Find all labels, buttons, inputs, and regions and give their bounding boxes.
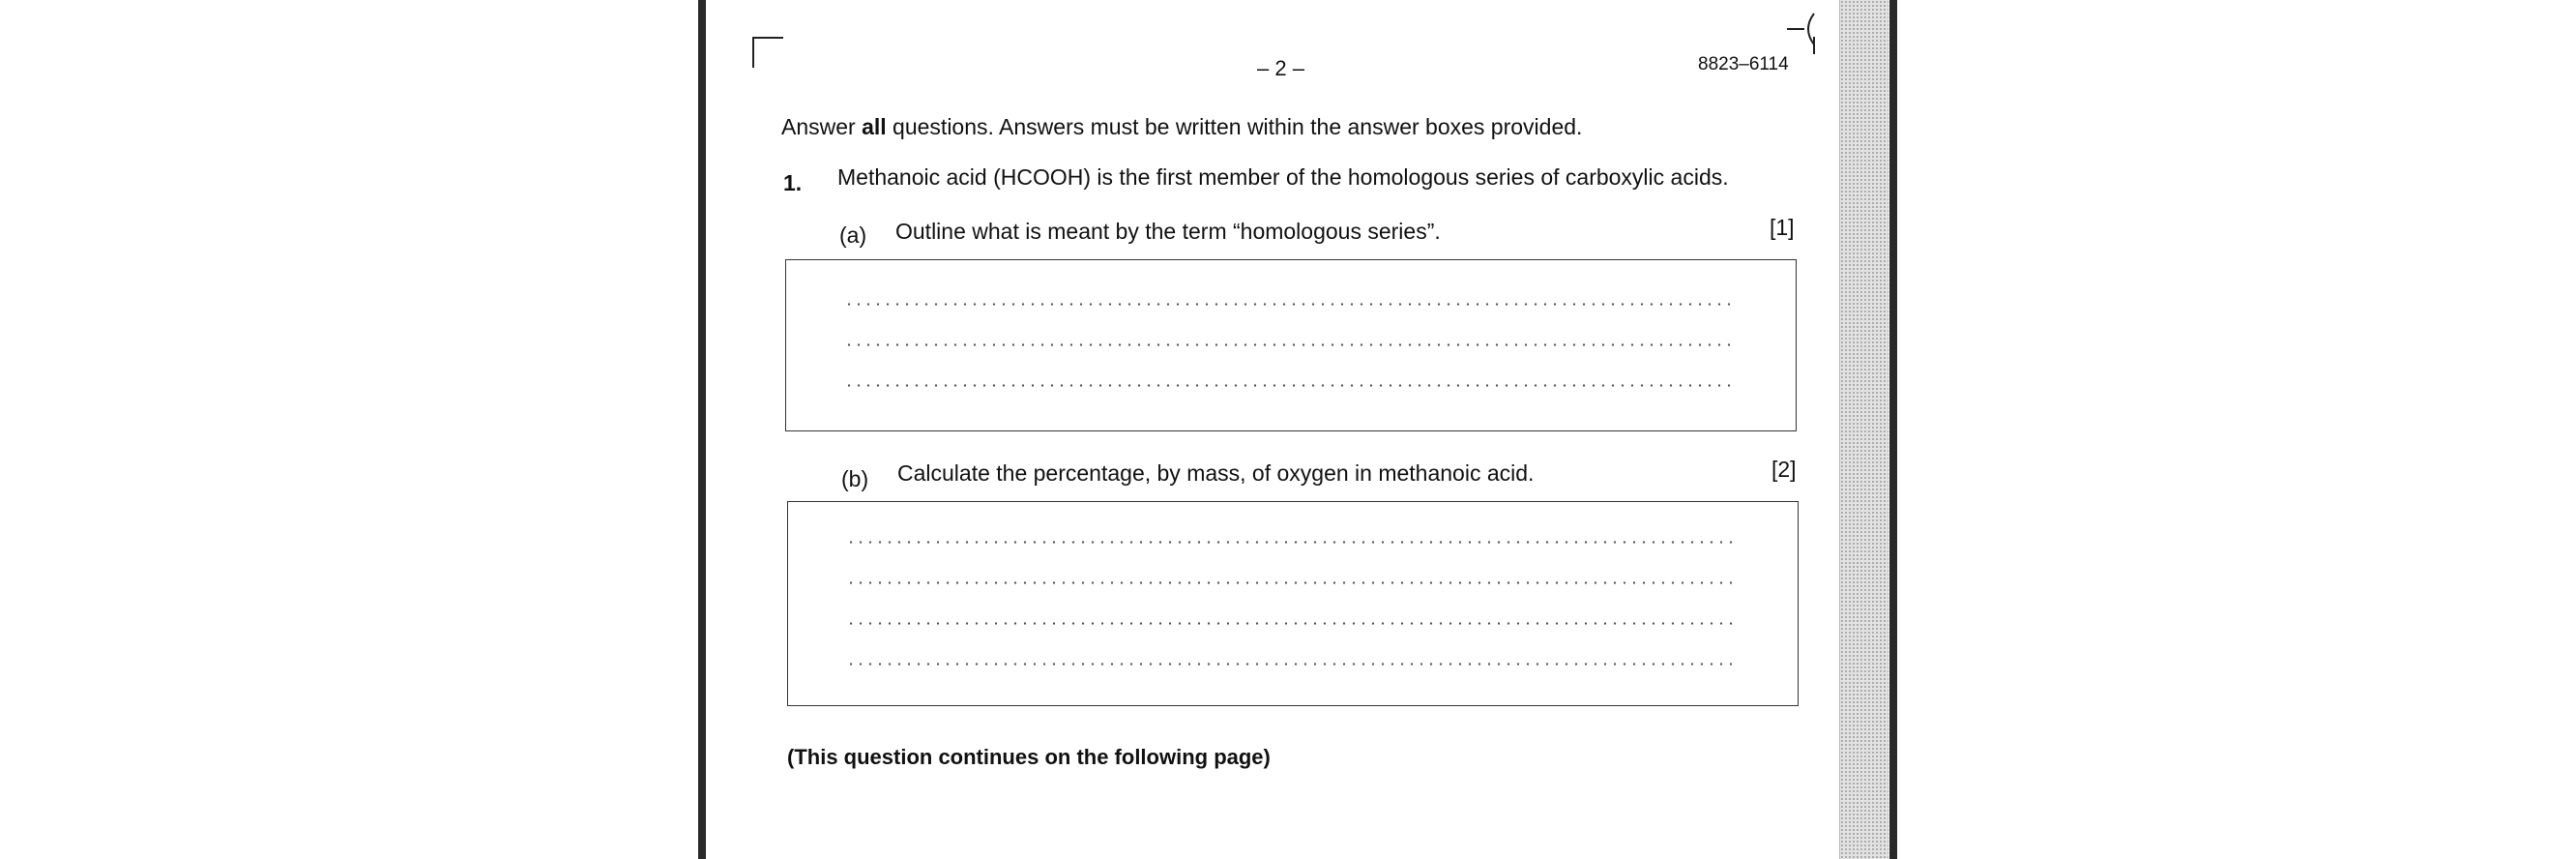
exam-instructions	[781, 114, 1582, 140]
instructions-prefix: Answer	[781, 114, 863, 139]
answer-line	[846, 581, 1738, 584]
instructions-suffix: questions. Answers must be written within the answer boxes provided.	[886, 114, 1583, 139]
continue-note: (This question continues on the following page)	[787, 745, 1271, 769]
answer-line	[846, 541, 1738, 544]
paper-code: 8823–6114	[1698, 54, 1789, 74]
scan-frame-left	[698, 0, 706, 859]
question-stem: Methanoic acid (HCOOH) is the first member of the homologous series of carboxylic acids.	[837, 164, 1729, 190]
binding-strip	[1839, 0, 1888, 859]
part-a-marks: [1]	[1770, 215, 1795, 240]
instructions-emphasis: all	[862, 114, 887, 139]
part-a-answer-box[interactable]	[785, 259, 1797, 431]
scan-frame-right	[1889, 0, 1897, 859]
crop-mark-icon	[1785, 8, 1830, 54]
part-b-text: Calculate the percentage, by mass, of oxygen in methanoic acid.	[897, 460, 1535, 486]
answer-line	[844, 303, 1734, 306]
part-a-text: Outline what is meant by the term “homologous series”.	[895, 219, 1441, 244]
answer-line	[846, 663, 1738, 666]
corner-registration-mark	[752, 37, 783, 68]
part-b-answer-box[interactable]	[787, 501, 1799, 706]
page-number: – 2 –	[1257, 56, 1304, 80]
question-number: 1.	[783, 170, 803, 195]
part-a-label: (a)	[839, 222, 867, 248]
answer-line	[844, 384, 1734, 387]
part-b-marks: [2]	[1771, 457, 1797, 482]
part-b-label: (b)	[841, 466, 869, 491]
answer-line	[846, 622, 1738, 625]
answer-line	[844, 343, 1734, 346]
